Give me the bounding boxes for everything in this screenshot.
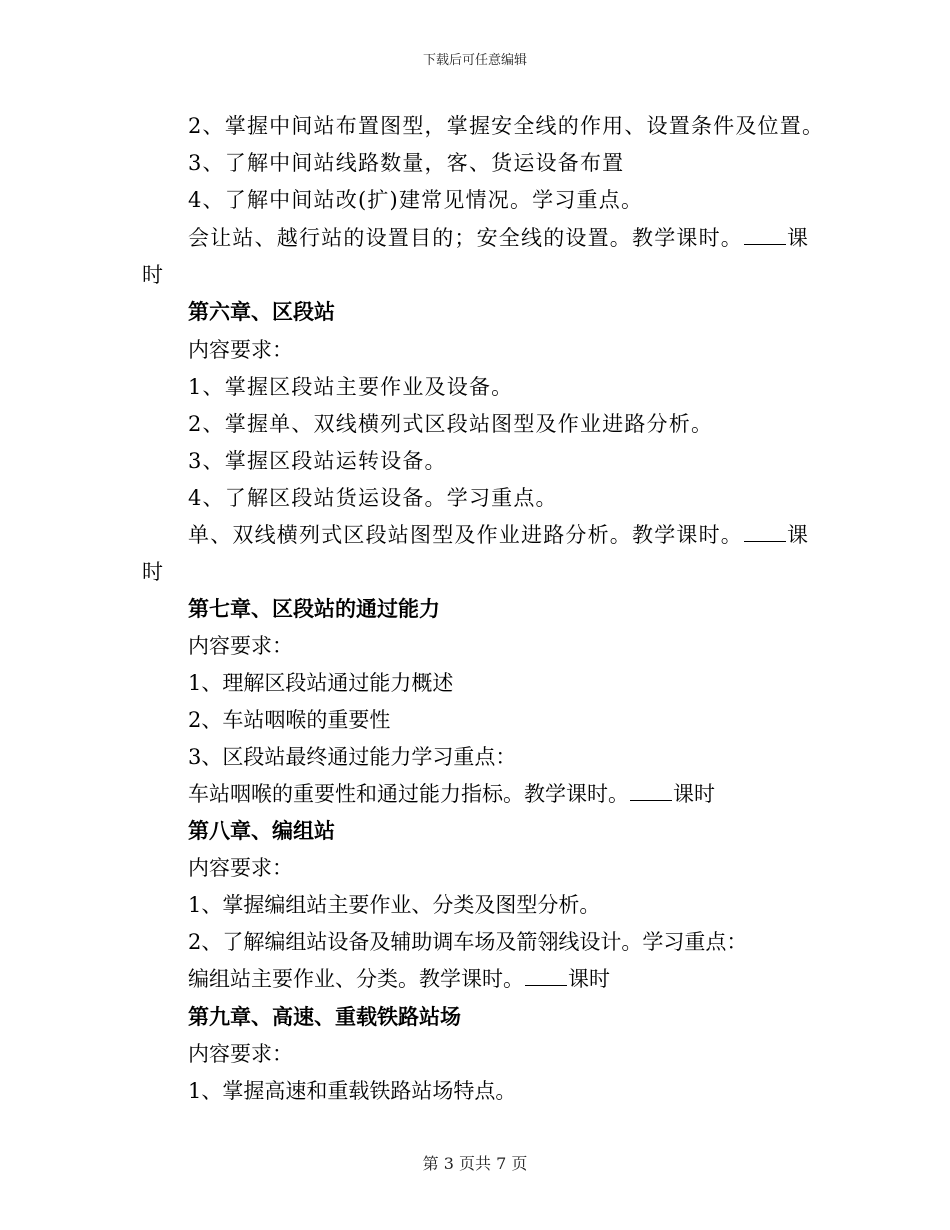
text-segment: 编组站主要作业、分类。教学课时。: [188, 967, 524, 991]
text-line: 1、掌握编组站主要作业、分类及图型分析。: [188, 893, 601, 917]
text-segment: 会让站、越行站的设置目的；安全线的设置。教学课时。: [188, 226, 743, 250]
chapter-heading: 第八章、编组站: [188, 818, 335, 843]
text-line: 1、掌握区段站主要作业及设备。: [188, 375, 514, 399]
fill-in-blank: [525, 965, 567, 986]
text-line: 3、掌握区段站运转设备。: [188, 449, 447, 473]
chapter-heading: 第七章、区段站的通过能力: [188, 596, 440, 621]
fill-in-blank: [744, 224, 786, 245]
text-line: 时: [142, 560, 163, 584]
fill-in-blank: [630, 780, 672, 801]
text-line: 内容要求：: [188, 1042, 293, 1066]
page-footer: 第 3 页共 7 页: [422, 1154, 528, 1173]
text-line: 2、掌握中间站布置图型，掌握安全线的作用、设置条件及位置。: [188, 114, 825, 138]
page-header: 下载后可任意编辑: [422, 53, 527, 68]
text-segment: 课时: [568, 967, 610, 991]
text-line: 3、了解中间站线路数量，客、货运设备布置: [188, 151, 625, 175]
chapter-heading: 第九章、高速、重载铁路站场: [188, 1004, 461, 1029]
text-line: [188, 521, 809, 549]
text-line: 内容要求：: [188, 856, 293, 880]
text-segment: 车站咽喉的重要性和通过能力指标。教学课时。: [188, 782, 629, 806]
text-line: 时: [142, 263, 163, 287]
chapter-heading: 第六章、区段站: [188, 299, 335, 324]
text-segment: 课: [787, 226, 810, 250]
text-line: 内容要求：: [188, 634, 293, 658]
text-line: 2、掌握单、双线横列式区段站图型及作业进路分析。: [188, 412, 714, 436]
text-line: 4、了解区段站货运设备。学习重点。: [188, 486, 558, 510]
text-line: 1、掌握高速和重载铁路站场特点。: [188, 1079, 517, 1103]
text-line: 4、了解中间站改(扩)建常见情况。学习重点。: [188, 188, 644, 212]
fill-in-blank: [744, 521, 786, 542]
text-line: 内容要求：: [188, 338, 293, 362]
text-line: 3、区段站最终通过能力学习重点：: [188, 745, 517, 769]
text-segment: 课: [787, 523, 810, 547]
text-line: [188, 780, 715, 808]
text-line: 1、理解区段站通过能力概述: [188, 671, 454, 695]
text-segment: 单、双线横列式区段站图型及作业进路分析。教学课时。: [188, 523, 743, 547]
text-line: 2、了解编组站设备及辅助调车场及箭翎线设计。学习重点：: [188, 930, 748, 954]
text-line: 2、车站咽喉的重要性: [188, 708, 391, 732]
text-line: [188, 224, 809, 252]
text-segment: 课时: [673, 782, 715, 806]
text-line: [188, 965, 610, 993]
